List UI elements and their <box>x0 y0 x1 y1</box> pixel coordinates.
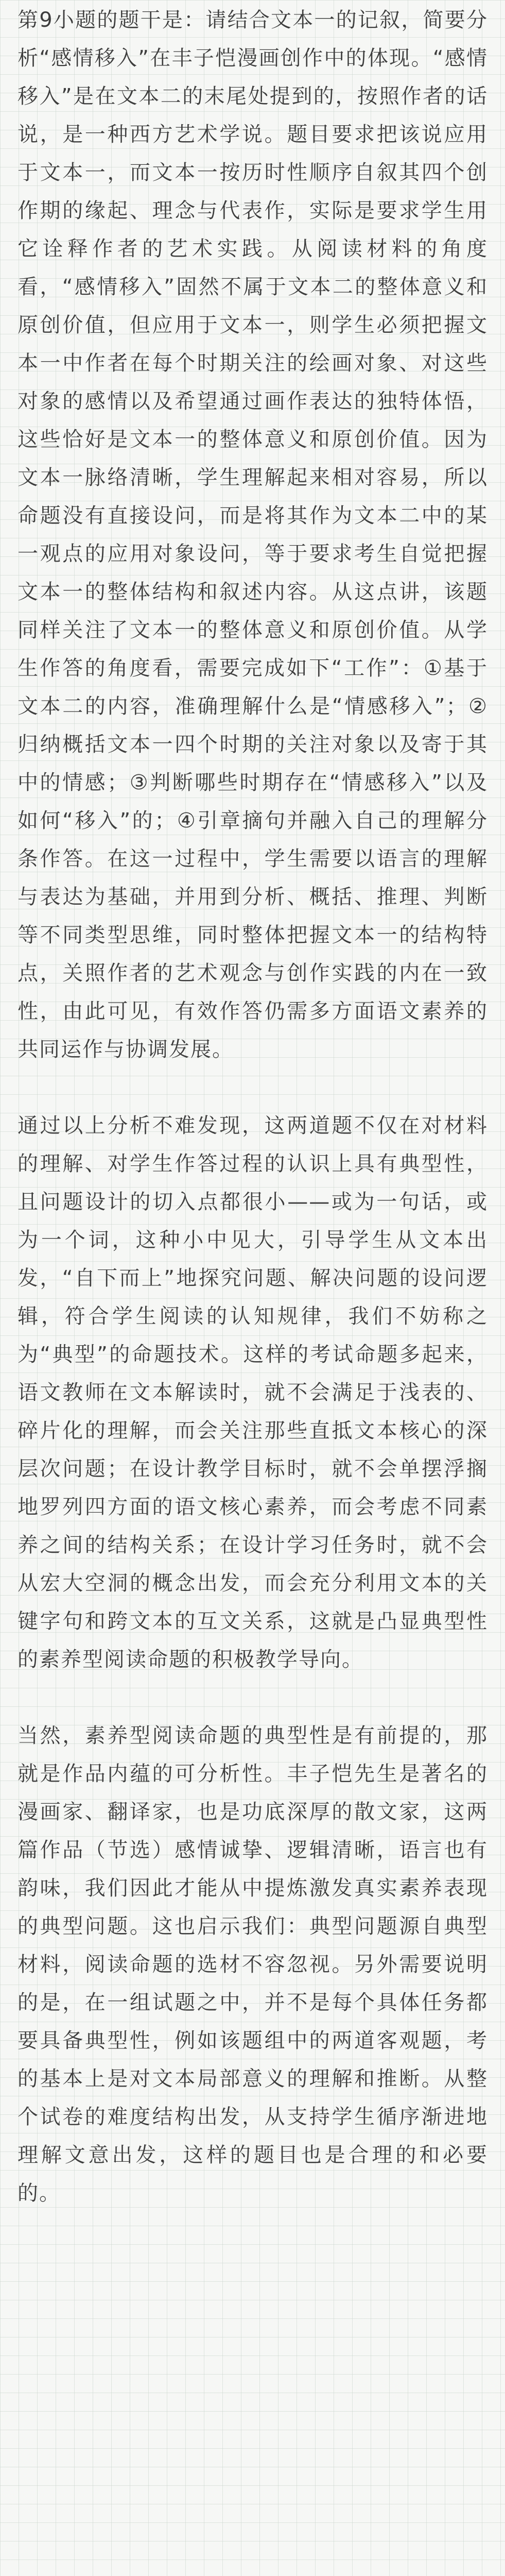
article-body <box>18 0 488 2212</box>
paragraph-typical-design: 通过以上分析不难发现，这两道题不仅在对材料的理解、对学生作答过程的认识上具有典型性，且问题设计的切入点都很小——或为一句话，或为一个词，这种小中见大，引导学生从文本出发，“自下而上”地探究问题、解决问题的设问逻辑，符合学生阅读的认知规律，我们不妨称之为“典型”的命题技术。这样的考试命题多起来，语文教师在文本解读时，就不会满足于浅表的、碎片化的理解，而会关注那些直抵文本核心的深层次问题；在设计教学目标时，就不会单摆浮搁地罗列四方面的语文核心素养，而会考虑不同素养之间的结构关系；在设计学习任务时，就不会从宏大空洞的概念出发，而会充分利用文本的关键字句和跨文本的互文关系，这就是凸显典型性的素养型阅读命题的积极教学导向。 <box>18 1114 488 1671</box>
paragraph-question9-analysis: 第9小题的题干是：请结合文本一的记叙，简要分析“感情移入”在丰子恺漫画创作中的体现。“感情移入”是在文本二的末尾处提到的，按照作者的话说，是一种西方艺术学说。题目要求把该说应用于文本一，而文本一按历时性顺序自叙其四个创作期的缘起、理念与代表作，实际是要求学生用它诠释作者的艺术实践。从阅读材料的角度看，“感情移入”固然不属于文本二的整体意义和原创价值，但应用于文本一，则学生必须把握文本一中作者在每个时期关注的绘画对象、对这些对象的感情以及希望通过画作表达的独特体悟，这些恰好是文本一的整体意义和原创价值。因为文本一脉络清晰，学生理解起来相对容易，所以命题没有直接设问，而是将其作为文本二中的某一观点的应用对象设问，等于要求考生自觉把握文本一的整体结构和叙述内容。从这点讲，该题同样关注了文本一的整体意义和原创价值。从学生作答的角度看，需要完成如下“工作”：①基于文本二的内容，准确理解什么是“情感移入”；②归纳概括文本一四个时期的关注对象以及寄于其中的情感；③判断哪些时期存在“情感移入”以及如何“移入”的；④引章摘句并融入自己的理解分条作答。在这一过程中，学生需要以语言的理解与表达为基础，并用到分析、概括、推理、判断等不同类型思维，同时整体把握文本一的结构特点，关照作者的艺术观念与创作实践的内在一致性，由此可见，有效作答仍需多方面语文素养的共同运作与协调发展。 <box>18 8 488 1061</box>
paragraph-premise-analyzability: 当然，素养型阅读命题的典型性是有前提的，那就是作品内蕴的可分析性。丰子恺先生是著名的漫画家、翻译家，也是功底深厚的散文家，这两篇作品（节选）感情诚挚、逻辑清晰，语言也有韵味，我们因此才能从中提炼激发真实素养表现的典型问题。这也启示我们：典型问题源自典型材料，阅读命题的选材不容忽视。另外需要说明的是，在一组试题之中，并不是每个具体任务都要具备典型性，例如该题组中的两道客观题，考的基本上是对文本局部意义的理解和推断。从整个试卷的难度结构出发，从支持学生循序渐进地理解文意出发，这样的题目也是合理的和必要的。 <box>18 1724 488 2205</box>
